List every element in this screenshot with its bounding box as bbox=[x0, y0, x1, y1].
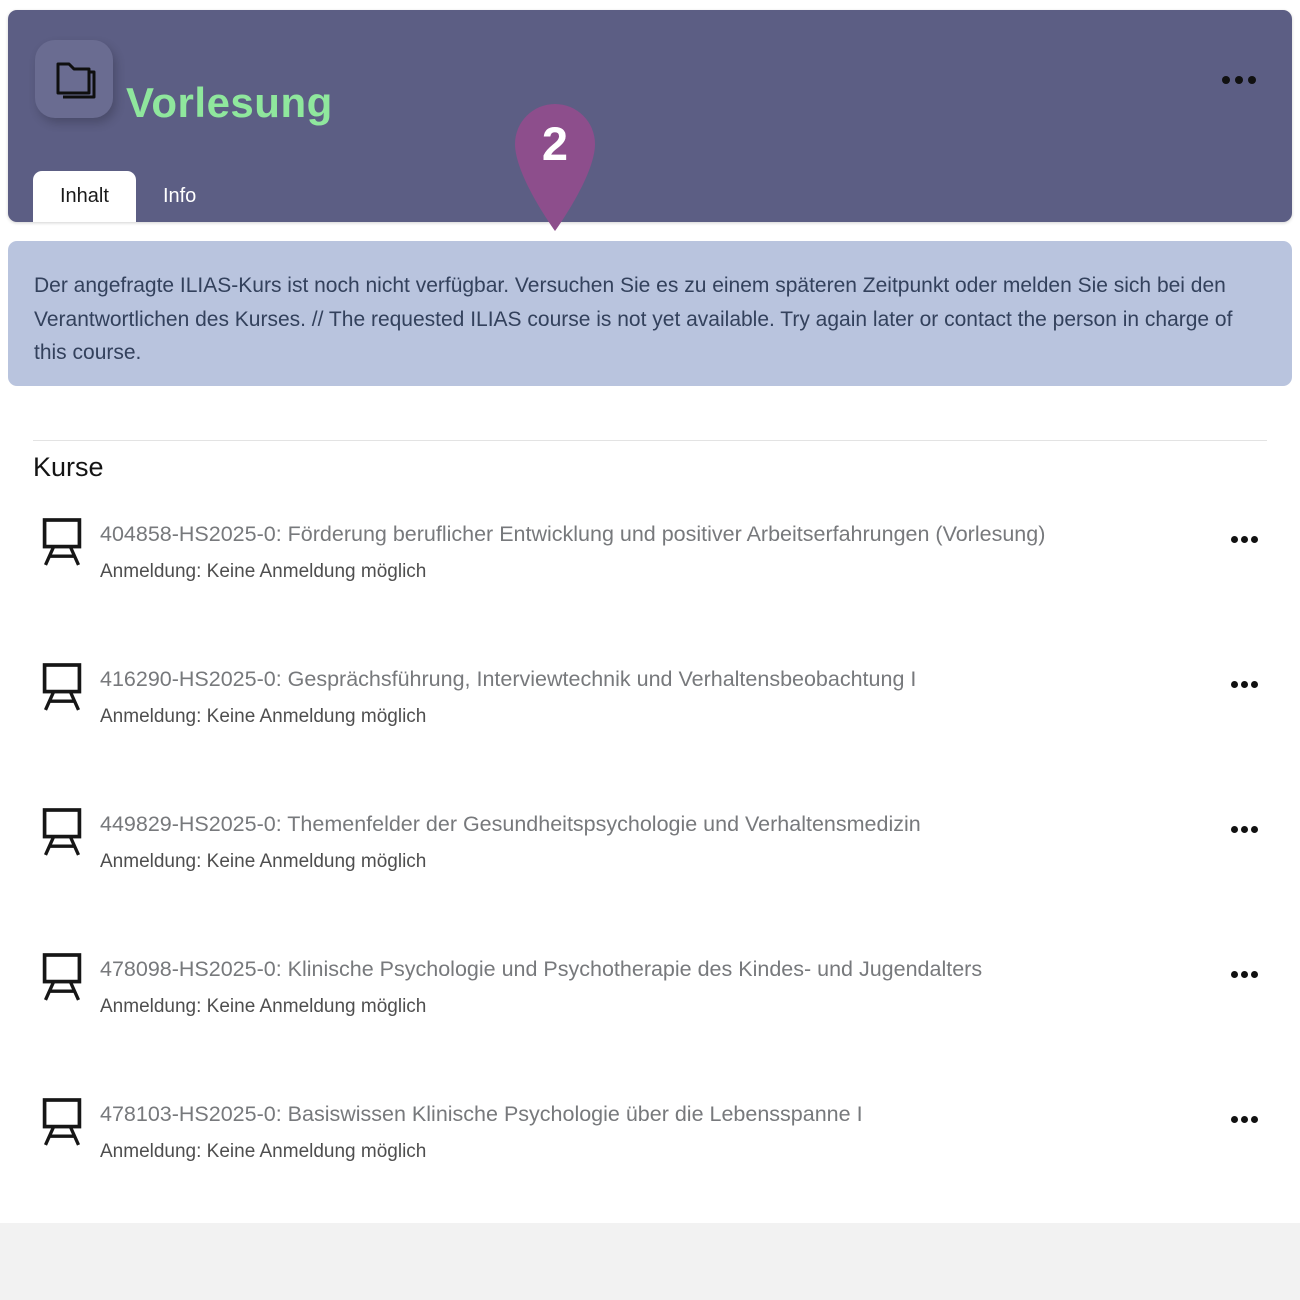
course-registration-status: Anmeldung: Keine Anmeldung möglich bbox=[100, 851, 427, 872]
ellipsis-dot bbox=[1235, 76, 1243, 84]
course-title-link[interactable]: 416290-HS2025-0: Gesprächsführung, Interviewtechnik und Verhaltensbeobachtung I bbox=[100, 667, 917, 691]
ellipsis-dot bbox=[1241, 971, 1248, 978]
course-title-link[interactable]: 478103-HS2025-0: Basiswissen Klinische Psychologie über die Lebensspanne I bbox=[100, 1102, 863, 1126]
header-actions-menu-button[interactable] bbox=[1222, 76, 1256, 84]
ellipsis-dot bbox=[1231, 826, 1238, 833]
course-list-item bbox=[33, 947, 1267, 1092]
availability-alert bbox=[8, 241, 1292, 386]
course-list-item bbox=[33, 802, 1267, 947]
course-presentation-board-icon bbox=[40, 1095, 84, 1149]
course-presentation-board-icon bbox=[40, 660, 84, 714]
course-title-link[interactable]: 449829-HS2025-0: Themenfelder der Gesundheitspsychologie und Verhaltensmedizin bbox=[100, 812, 921, 836]
ellipsis-dot bbox=[1251, 971, 1258, 978]
course-registration-status: Anmeldung: Keine Anmeldung möglich bbox=[100, 1141, 427, 1162]
ellipsis-dot bbox=[1231, 1116, 1238, 1123]
course-presentation-board-icon bbox=[40, 805, 84, 859]
section-title-kurse: Kurse bbox=[33, 452, 104, 482]
ellipsis-dot bbox=[1251, 536, 1258, 543]
course-actions-menu-button[interactable] bbox=[1231, 826, 1258, 833]
tab-bar bbox=[33, 171, 223, 222]
section-divider bbox=[33, 440, 1267, 441]
object-icon-tile bbox=[35, 40, 113, 118]
ellipsis-dot bbox=[1248, 76, 1256, 84]
course-presentation-board-icon bbox=[40, 950, 84, 1004]
page-title: Vorlesung bbox=[126, 79, 333, 126]
ellipsis-dot bbox=[1231, 536, 1238, 543]
tab-inhalt[interactable]: Inhalt bbox=[33, 171, 136, 222]
course-title-link[interactable]: 404858-HS2025-0: Förderung beruflicher Entwicklung und positiver Arbeitserfahrungen (Vorlesung) bbox=[100, 522, 1046, 546]
course-registration-status: Anmeldung: Keine Anmeldung möglich bbox=[100, 706, 427, 727]
tab-info[interactable]: Info bbox=[162, 185, 197, 207]
folder-icon bbox=[50, 53, 98, 106]
course-title-link[interactable]: 478098-HS2025-0: Klinische Psychologie und Psychotherapie des Kindes- und Jugendalters bbox=[100, 957, 983, 981]
ellipsis-dot bbox=[1222, 76, 1230, 84]
ellipsis-dot bbox=[1241, 1116, 1248, 1123]
course-actions-menu-button[interactable] bbox=[1231, 681, 1258, 688]
ellipsis-dot bbox=[1241, 681, 1248, 688]
footer-strip bbox=[0, 1223, 1300, 1300]
ellipsis-dot bbox=[1241, 536, 1248, 543]
course-actions-menu-button[interactable] bbox=[1231, 536, 1258, 543]
course-actions-menu-button[interactable] bbox=[1231, 1116, 1258, 1123]
course-list-item bbox=[33, 657, 1267, 802]
course-registration-status: Anmeldung: Keine Anmeldung möglich bbox=[100, 561, 427, 582]
ellipsis-dot bbox=[1251, 1116, 1258, 1123]
ellipsis-dot bbox=[1231, 971, 1238, 978]
course-list bbox=[33, 512, 1267, 1237]
course-list-item bbox=[33, 512, 1267, 657]
course-presentation-board-icon bbox=[40, 515, 84, 569]
ellipsis-dot bbox=[1241, 826, 1248, 833]
course-actions-menu-button[interactable] bbox=[1231, 971, 1258, 978]
ellipsis-dot bbox=[1251, 681, 1258, 688]
ellipsis-dot bbox=[1251, 826, 1258, 833]
annotation-pin-marker bbox=[515, 104, 595, 232]
course-registration-status: Anmeldung: Keine Anmeldung möglich bbox=[100, 996, 427, 1017]
pin-label: 2 bbox=[541, 117, 569, 170]
category-header bbox=[8, 10, 1292, 222]
ellipsis-dot bbox=[1231, 681, 1238, 688]
alert-text: Der angefragte ILIAS-Kurs ist noch nicht verfügbar. Versuchen Sie es zu einem späteren Zeitpunkt oder melden Sie sich bei den Verantwortlichen des Kurses. // The requested ILIAS course is not yet available. Try again later or contact the person in charge of this course. bbox=[34, 274, 1233, 364]
course-list-item bbox=[33, 1092, 1267, 1237]
